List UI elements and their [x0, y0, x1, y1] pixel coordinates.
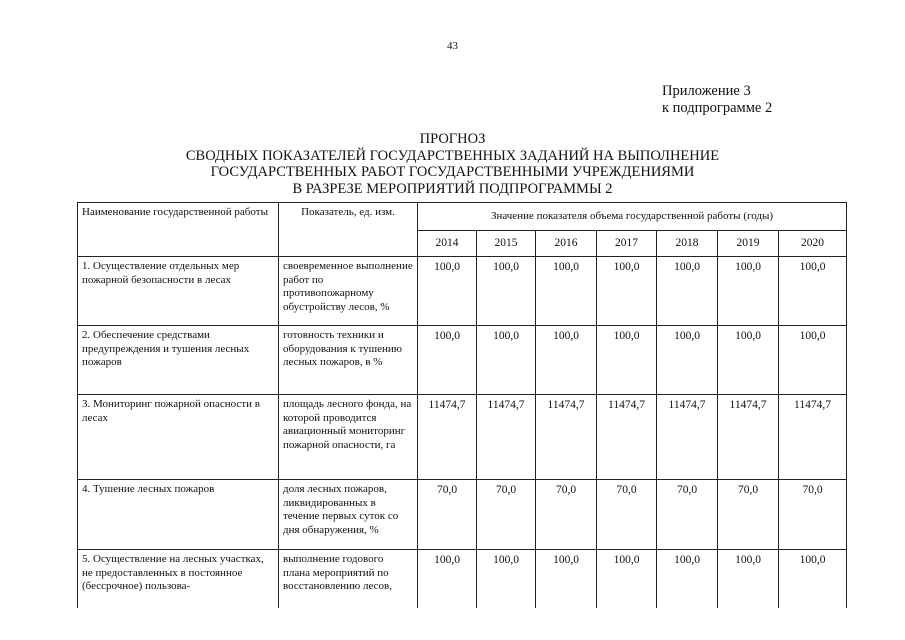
appendix-note	[662, 83, 772, 117]
header-year: 2016	[536, 231, 597, 257]
row-value: 100,0	[536, 326, 597, 395]
header-year: 2020	[779, 231, 847, 257]
row-value: 11474,7	[779, 395, 847, 480]
title-line-4: В РАЗРЕЗЕ МЕРОПРИЯТИЙ ПОДПРОГРАММЫ 2	[292, 180, 613, 197]
row-value: 70,0	[718, 480, 779, 550]
header-year: 2018	[657, 231, 718, 257]
header-year: 2015	[477, 231, 536, 257]
row-value: 70,0	[657, 480, 718, 550]
row-value: 100,0	[657, 550, 718, 608]
table-row	[78, 550, 847, 608]
row-value: 100,0	[477, 257, 536, 326]
row-value: 100,0	[779, 257, 847, 326]
row-name: 3. Мониторинг пожарной опасности в лесах	[78, 395, 279, 480]
row-value: 100,0	[536, 257, 597, 326]
title-line-2: СВОДНЫХ ПОКАЗАТЕЛЕЙ ГОСУДАРСТВЕННЫХ ЗАДАНИЙ НА ВЫПОЛНЕНИЕ	[185, 147, 720, 164]
row-value: 100,0	[418, 550, 477, 608]
row-value: 11474,7	[657, 395, 718, 480]
row-value: 11474,7	[597, 395, 657, 480]
title-line-3: ГОСУДАРСТВЕННЫХ РАБОТ ГОСУДАРСТВЕННЫМИ УЧРЕЖДЕНИЯМИ	[210, 164, 695, 180]
row-name: 1. Осуществление отдельных мер пожарной безопасности в лесах	[78, 257, 279, 326]
row-value: 11474,7	[536, 395, 597, 480]
row-value: 70,0	[597, 480, 657, 550]
header-name: Наименование государственной работы	[78, 203, 279, 257]
row-name: 5. Осуществление на лесных участках, не предоставленных в постоянное (бессрочное) пользова-	[78, 550, 279, 608]
header-value: Значение показателя объема государственной работы (годы)	[418, 203, 847, 231]
row-value: 100,0	[418, 326, 477, 395]
page-number: 43	[447, 40, 458, 52]
row-value: 100,0	[718, 550, 779, 608]
row-value: 70,0	[536, 480, 597, 550]
row-value: 100,0	[779, 326, 847, 395]
table-row	[78, 257, 847, 326]
row-value: 11474,7	[477, 395, 536, 480]
row-indicator: готовность техники и оборудования к тушению лесных пожаров, в %	[279, 326, 418, 395]
row-value: 100,0	[477, 550, 536, 608]
table-row	[78, 395, 847, 480]
forecast-table	[77, 202, 847, 608]
header-year: 2014	[418, 231, 477, 257]
appendix-line-2: к подпрограмме 2	[662, 100, 773, 116]
title-line-1: ПРОГНОЗ	[419, 131, 486, 147]
row-value: 70,0	[477, 480, 536, 550]
row-value: 100,0	[718, 257, 779, 326]
row-value: 100,0	[597, 257, 657, 326]
row-value: 100,0	[597, 550, 657, 608]
row-value: 70,0	[418, 480, 477, 550]
row-name: 4. Тушение лесных пожаров	[78, 480, 279, 550]
appendix-line-1: Приложение 3	[662, 83, 751, 99]
row-value: 70,0	[779, 480, 847, 550]
row-value: 100,0	[477, 326, 536, 395]
row-value: 100,0	[597, 326, 657, 395]
row-indicator: доля лесных пожаров, ликвидированных в течение первых суток со дня обнаружения, %	[279, 480, 418, 550]
document-title	[0, 131, 905, 197]
row-value: 100,0	[779, 550, 847, 608]
row-value: 11474,7	[718, 395, 779, 480]
row-value: 100,0	[657, 326, 718, 395]
row-indicator: выполнение годового плана мероприятий по восстановлению лесов,	[279, 550, 418, 608]
header-year: 2017	[597, 231, 657, 257]
header-year: 2019	[718, 231, 779, 257]
row-value: 11474,7	[418, 395, 477, 480]
row-value: 100,0	[536, 550, 597, 608]
table-row	[78, 480, 847, 550]
table-row	[78, 326, 847, 395]
table-header-row	[78, 203, 847, 231]
row-indicator: площадь лесного фонда, на которой проводится авиационный мониторинг пожарной опасности, га	[279, 395, 418, 480]
row-value: 100,0	[718, 326, 779, 395]
row-indicator: своевременное выполнение работ по противопожарному обустройству лесов, %	[279, 257, 418, 326]
row-name: 2. Обеспечение средствами предупреждения и тушения лесных пожаров	[78, 326, 279, 395]
header-indicator: Показатель, ед. изм.	[279, 203, 418, 257]
row-value: 100,0	[418, 257, 477, 326]
row-value: 100,0	[657, 257, 718, 326]
